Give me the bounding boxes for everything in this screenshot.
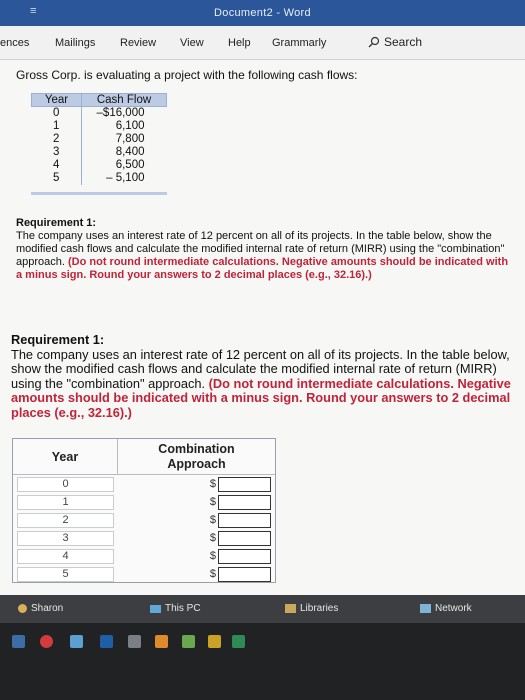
tab-review[interactable]: Review — [120, 37, 157, 49]
requirement-emphasis: (Do not round intermediate calculations. Negative amounts should be indicated with a minus sign. Round your answers to 2 decimal places (e.g., 32.16).) — [16, 256, 509, 281]
app-icon[interactable] — [232, 635, 245, 648]
cash-table-header-year: Year — [32, 94, 82, 107]
search-label: Search — [384, 35, 423, 49]
year-cell: 0 — [32, 107, 82, 120]
app-icon[interactable] — [128, 635, 141, 648]
explorer-strip — [0, 595, 525, 623]
requirement-title: Requirement 1: — [11, 332, 105, 347]
cash-cell: 6,100 — [115, 120, 145, 132]
table-row — [32, 120, 167, 133]
requirement-block-small — [16, 217, 511, 282]
title-bar — [0, 0, 525, 26]
app-icon[interactable] — [12, 635, 25, 648]
requirement-emphasis: (Do not round intermediate calculations. Negative amounts should be indicated with a minus sign. Round your answers to 2 decimal places (e.g., 32.16).) — [11, 375, 511, 420]
table-row — [13, 476, 275, 494]
tab-grammarly[interactable]: Grammarly — [272, 37, 327, 49]
cash-table-header-cash: Cash Flow — [82, 94, 167, 107]
requirement-body: The company uses an interest rate of 12 percent on all of its projects. In the table below, show the modified cash flows and calculate the modified internal rate of return (MIRR) using the "combination" approach. — [11, 346, 510, 391]
answer-header-year: Year — [13, 439, 118, 475]
table-row — [13, 512, 275, 530]
year-cell: 5 — [32, 172, 82, 185]
combination-input-year-5[interactable] — [218, 567, 271, 582]
answer-year-cell: 5 — [17, 567, 114, 582]
user-folder-label: Sharon — [31, 603, 64, 614]
table-row — [13, 566, 275, 584]
cash-cell: 8,400 — [115, 146, 145, 158]
app-icon[interactable] — [155, 635, 168, 648]
currency-label: $ — [209, 514, 216, 526]
currency-label: $ — [209, 550, 216, 562]
app-icon[interactable] — [182, 635, 195, 648]
currency-label: $ — [209, 496, 216, 508]
this-pc-label: This PC — [165, 603, 201, 614]
combination-input-year-3[interactable] — [218, 531, 271, 546]
tab-help[interactable]: Help — [228, 37, 251, 49]
document-page — [0, 60, 525, 595]
tab-mailings[interactable]: Mailings — [55, 37, 96, 49]
network-icon — [420, 604, 431, 613]
currency-label: $ — [209, 532, 216, 544]
answer-year-cell: 3 — [17, 531, 114, 546]
quick-access-icon[interactable]: ≡ — [30, 5, 37, 17]
search-icon — [368, 36, 380, 48]
table-row — [13, 548, 275, 566]
cash-cell: 7,800 — [115, 133, 145, 145]
year-cell: 1 — [32, 120, 82, 133]
table-row — [32, 133, 167, 146]
currency-label: $ — [209, 568, 216, 580]
approach-label: Approach — [167, 457, 226, 471]
table-bottom-rule — [31, 192, 167, 195]
year-cell: 4 — [32, 159, 82, 172]
year-cell: 3 — [32, 146, 82, 159]
network-label: Network — [435, 603, 472, 614]
year-cell: 2 — [32, 133, 82, 146]
requirement-block-large — [11, 333, 525, 420]
app-icon[interactable] — [70, 635, 83, 648]
table-row — [32, 107, 167, 120]
combination-input-year-1[interactable] — [218, 495, 271, 510]
taskbar-dock — [0, 623, 525, 700]
combination-label: Combination — [158, 442, 235, 456]
combination-input-year-2[interactable] — [218, 513, 271, 528]
answer-table — [12, 438, 276, 583]
search-box[interactable] — [368, 35, 422, 49]
libraries-link[interactable] — [285, 603, 338, 614]
user-icon — [18, 604, 27, 613]
table-row — [32, 159, 167, 172]
cash-cell: –$16,000 — [96, 107, 145, 120]
this-pc-link[interactable] — [150, 603, 201, 614]
cash-flow-table — [31, 93, 167, 185]
tab-references[interactable]: ences — [0, 37, 30, 49]
computer-icon — [150, 605, 161, 613]
currency-label: $ — [209, 478, 216, 490]
answer-year-cell: 1 — [17, 495, 114, 510]
app-icon[interactable] — [208, 635, 221, 648]
window-title: Document2 - Word — [214, 7, 311, 19]
tab-view[interactable]: View — [180, 37, 204, 49]
answer-header-combination — [118, 439, 275, 475]
network-link[interactable] — [420, 603, 472, 614]
cash-cell: 6,500 — [115, 159, 145, 171]
libraries-icon — [285, 604, 296, 613]
requirement-title: Requirement 1: — [16, 217, 97, 229]
table-row — [32, 146, 167, 159]
table-row — [13, 494, 275, 512]
answer-year-cell: 0 — [17, 477, 114, 492]
app-icon[interactable] — [100, 635, 113, 648]
combination-input-year-4[interactable] — [218, 549, 271, 564]
combination-input-year-0[interactable] — [218, 477, 271, 492]
intro-text: Gross Corp. is evaluating a project with the following cash flows: — [16, 68, 358, 82]
table-row — [32, 172, 167, 185]
cash-cell: – 5,100 — [106, 172, 145, 184]
ribbon-tabs — [0, 26, 525, 60]
answer-year-cell: 2 — [17, 513, 114, 528]
app-icon[interactable] — [40, 635, 53, 648]
requirement-body: The company uses an interest rate of 12 percent on all of its projects. In the table below, show the modified cash flows and calculate the modified internal rate of return (MIRR) using the "combination" approach. — [16, 230, 505, 268]
libraries-label: Libraries — [300, 603, 339, 614]
table-row — [13, 530, 275, 548]
user-folder-link[interactable] — [18, 603, 63, 614]
answer-year-cell: 4 — [17, 549, 114, 564]
